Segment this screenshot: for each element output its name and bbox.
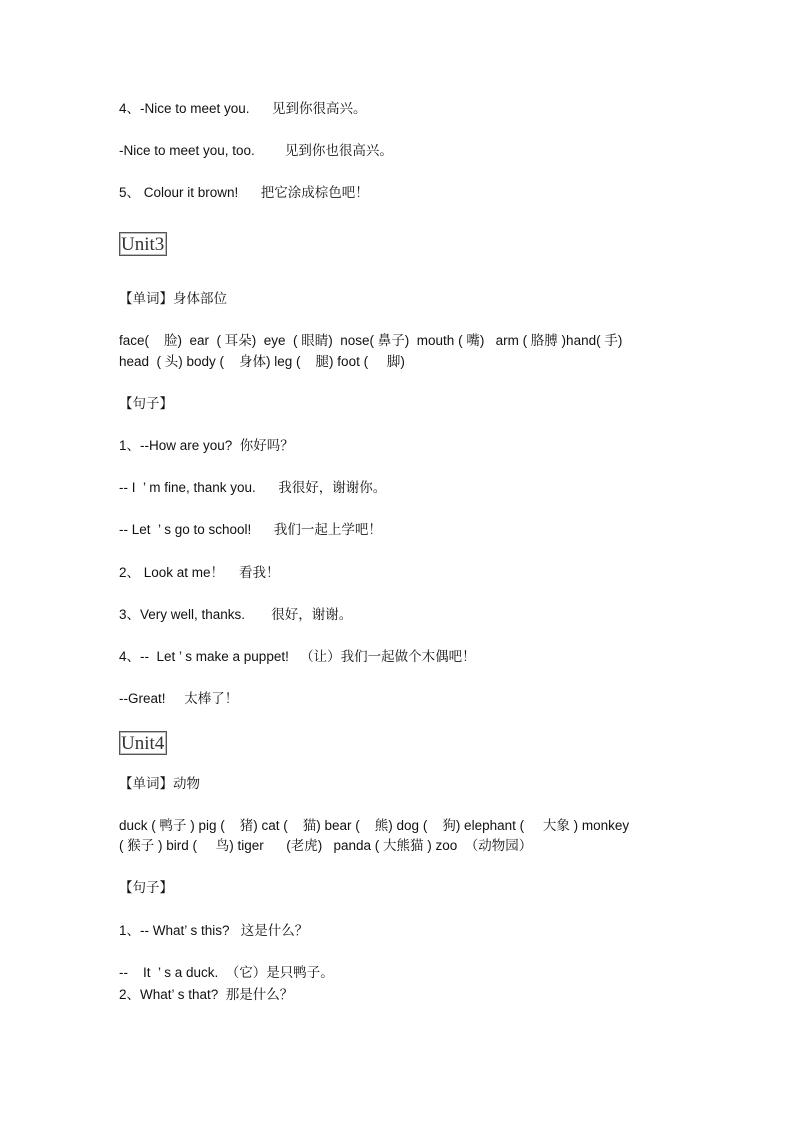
- unit4-sentence-2: -- It ’ s a duck. （它）是只鸭子。: [119, 965, 334, 980]
- unit3-heading: Unit3: [119, 232, 167, 256]
- unit4-vocab-heading: 【单词】动物: [119, 776, 200, 791]
- unit4-vocab-line-2: ( 猴子 ) bird ( 鸟) tiger (老虎) panda ( 大熊猫 ) zoo （动物园）: [119, 838, 533, 853]
- unit3-vocab-heading: 【单词】身体部位: [119, 291, 227, 306]
- unit4-heading: Unit4: [119, 731, 167, 755]
- unit3-sentence-7: --Great! 太棒了！: [119, 691, 239, 706]
- unit3-sentence-6: 4、-- Let ’ s make a puppet! （让）我们一起做个木偶吧！: [119, 649, 476, 664]
- unit3-sentence-1: 1、--How are you? 你好吗？: [119, 438, 294, 453]
- unit3-vocab-line-2: head ( 头) body ( 身体) leg ( 腿) foot ( 脚): [119, 354, 405, 369]
- unit3-sentence-5: 3、Very well, thanks. 很好，谢谢。: [119, 607, 353, 622]
- unit3-sentence-3: -- Let ’ s go to school! 我们一起上学吧！: [119, 522, 382, 537]
- unit3-sentence-4: 2、 Look at me！ 看我！: [119, 565, 280, 580]
- line-nice-to-meet-you: 4、-Nice to meet you. 见到你很高兴。: [119, 101, 367, 116]
- unit3-sentence-2: -- I ’ m fine, thank you. 我很好，谢谢你。: [119, 480, 387, 495]
- unit4-sentence-3: 2、What’ s that? 那是什么？: [119, 987, 294, 1002]
- unit4-sentence-1: 1、-- What’ s this? 这是什么？: [119, 923, 309, 938]
- unit4-vocab-line-1: duck ( 鸭子 ) pig ( 猪) cat ( 猫) bear ( 熊) dog ( 狗) elephant ( 大象 ) monkey: [119, 818, 630, 833]
- unit4-sentence-heading: 【句子】: [119, 880, 173, 895]
- line-nice-to-meet-you-too: -Nice to meet you, too. 见到你也很高兴。: [119, 143, 393, 158]
- unit3-sentence-heading: 【句子】: [119, 396, 173, 411]
- unit3-vocab-line-1: face( 脸) ear ( 耳朵) eye ( 眼睛) nose( 鼻子) mouth ( 嘴) arm ( 胳膊 )hand( 手): [119, 333, 623, 348]
- line-colour-it-brown: 5、 Colour it brown! 把它涂成棕色吧！: [119, 185, 369, 200]
